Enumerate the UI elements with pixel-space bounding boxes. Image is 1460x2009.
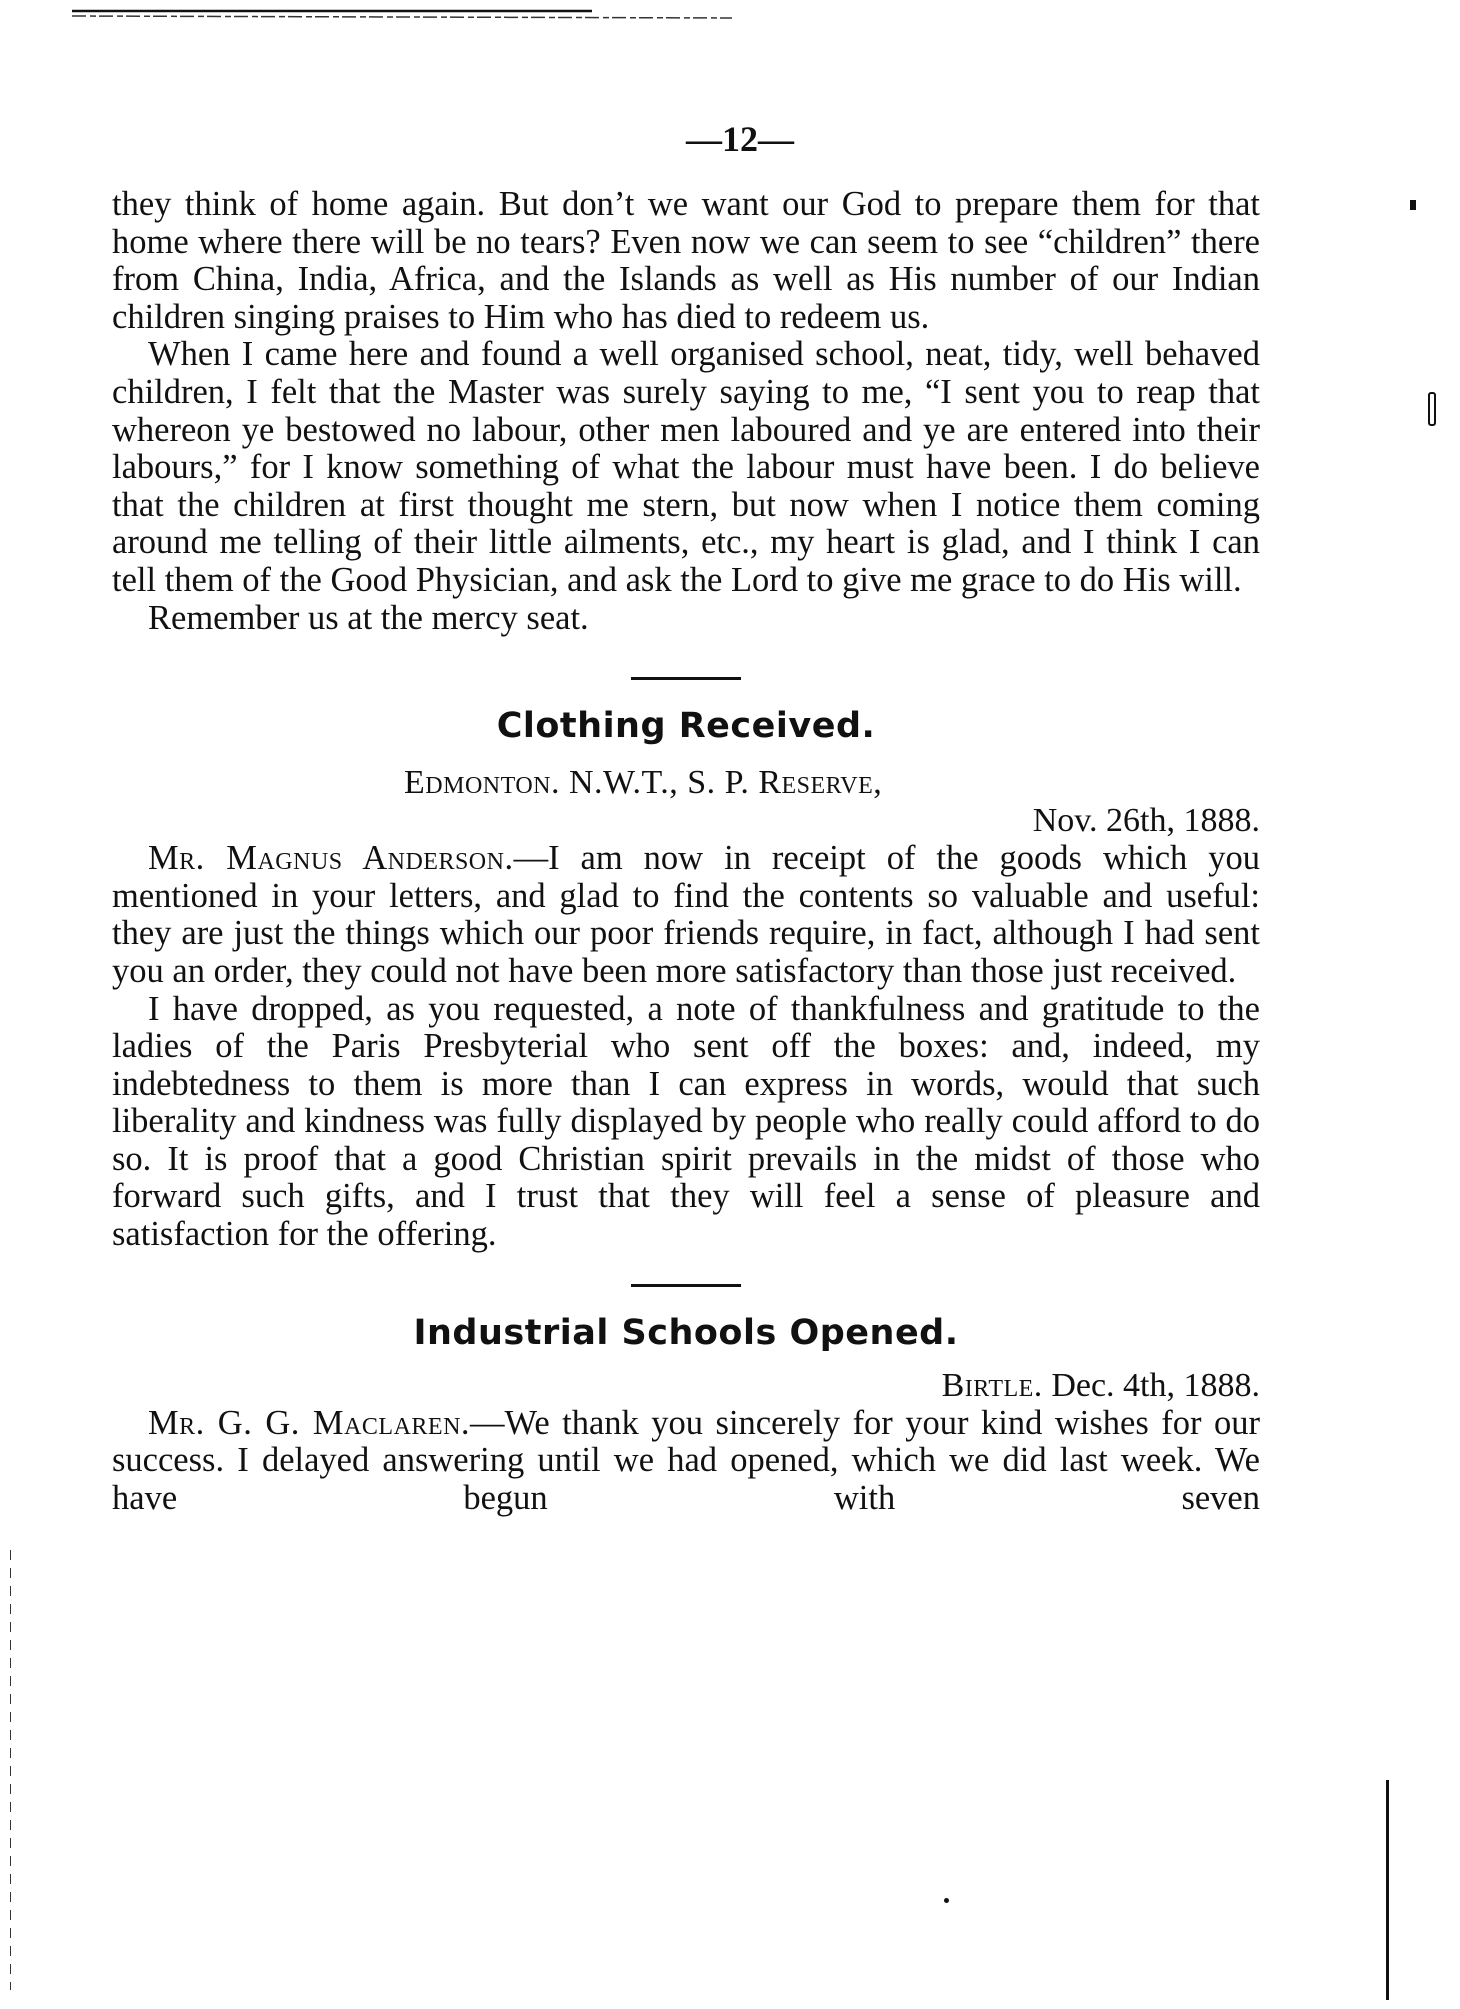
- clothing-speaker: Mr. Magnus Anderson.: [148, 839, 514, 878]
- intro-paragraph-1: they think of home again. But don’t we want our God to prepare them for that home where there will be no tears? Even now we can seem to see “children” there from China, India, Africa, and the Islands as well as His number of our Indian children singing praises to Him who has died to redeem us.: [112, 185, 1260, 336]
- clothing-paragraph-2: I have dropped, as you requested, a note of thankfulness and gratitude to the ladies of the Paris Presbyterial who sent off the boxes: and, indeed, my indebtedness to them is more than I can express in words, would that such liberality and kindness was fully displayed by people who really could afford to do so. It is proof that a good Christian spirit prevails in the midst of those who forward such gifts, and I trust that they will feel a sense of pleasure and satisfaction for the offering.: [112, 989, 1260, 1254]
- intro-paragraph-2: When I came here and found a well organised school, neat, tidy, well behaved children, I felt that the Master was surely saying to me, “I sent you to reap that whereon ye bestowed no labour, other men laboured and ye are entered into their labours,” for I know something of what the labour must have been. I do believe that the children at first thought me stern, but now when I notice them coming around me telling of their little ailments, etc., my heart is glad, and I think I can tell them of the Good Physician, and ask the Lord to give me grace to do His will.: [112, 335, 1260, 599]
- schools-paragraph-1: [112, 1405, 1260, 1518]
- margin-mark-right-top: [1410, 200, 1416, 210]
- clothing-body-1: —I am now in receipt of the goods which you mentioned in your letters, and glad to find the contents so valuable and useful: they are just the things which our poor friends require, in fact, although I had sent you an order, they could not have been more satisfactory than those just received.: [112, 839, 1260, 990]
- margin-rule-left-bottom: [10, 1550, 11, 1990]
- schools-body-1: —We thank you sincerely for your kind wishes for our success. I delayed answering until we had opened, which we did last week. We have begun with seven: [112, 1403, 1260, 1517]
- schools-dateline: [112, 1367, 1260, 1405]
- schools-place: Birtle.: [941, 1366, 1043, 1404]
- schools-date: Dec. 4th, 1888.: [1051, 1366, 1260, 1404]
- clothing-paragraph-1: [112, 840, 1260, 990]
- clothing-place: Edmonton. N.W.T., S. P. Reserve,: [404, 764, 883, 802]
- page-number: —12—: [686, 119, 794, 159]
- top-rule: [72, 8, 732, 22]
- margin-dot-bottom: [944, 1898, 949, 1903]
- margin-mark-right-mid: [1428, 392, 1436, 426]
- schools-speaker: Mr. G. G. Maclaren.: [148, 1403, 471, 1442]
- clothing-date: Nov. 26th, 1888.: [1032, 802, 1260, 840]
- schools-heading: Industrial Schools Opened.: [413, 1312, 959, 1353]
- margin-rule-right-bottom: [1386, 1780, 1389, 2000]
- clothing-heading: Clothing Received.: [496, 706, 876, 747]
- intro-paragraph-3: Remember us at the mercy seat.: [148, 598, 589, 637]
- text-column: [112, 186, 1260, 1517]
